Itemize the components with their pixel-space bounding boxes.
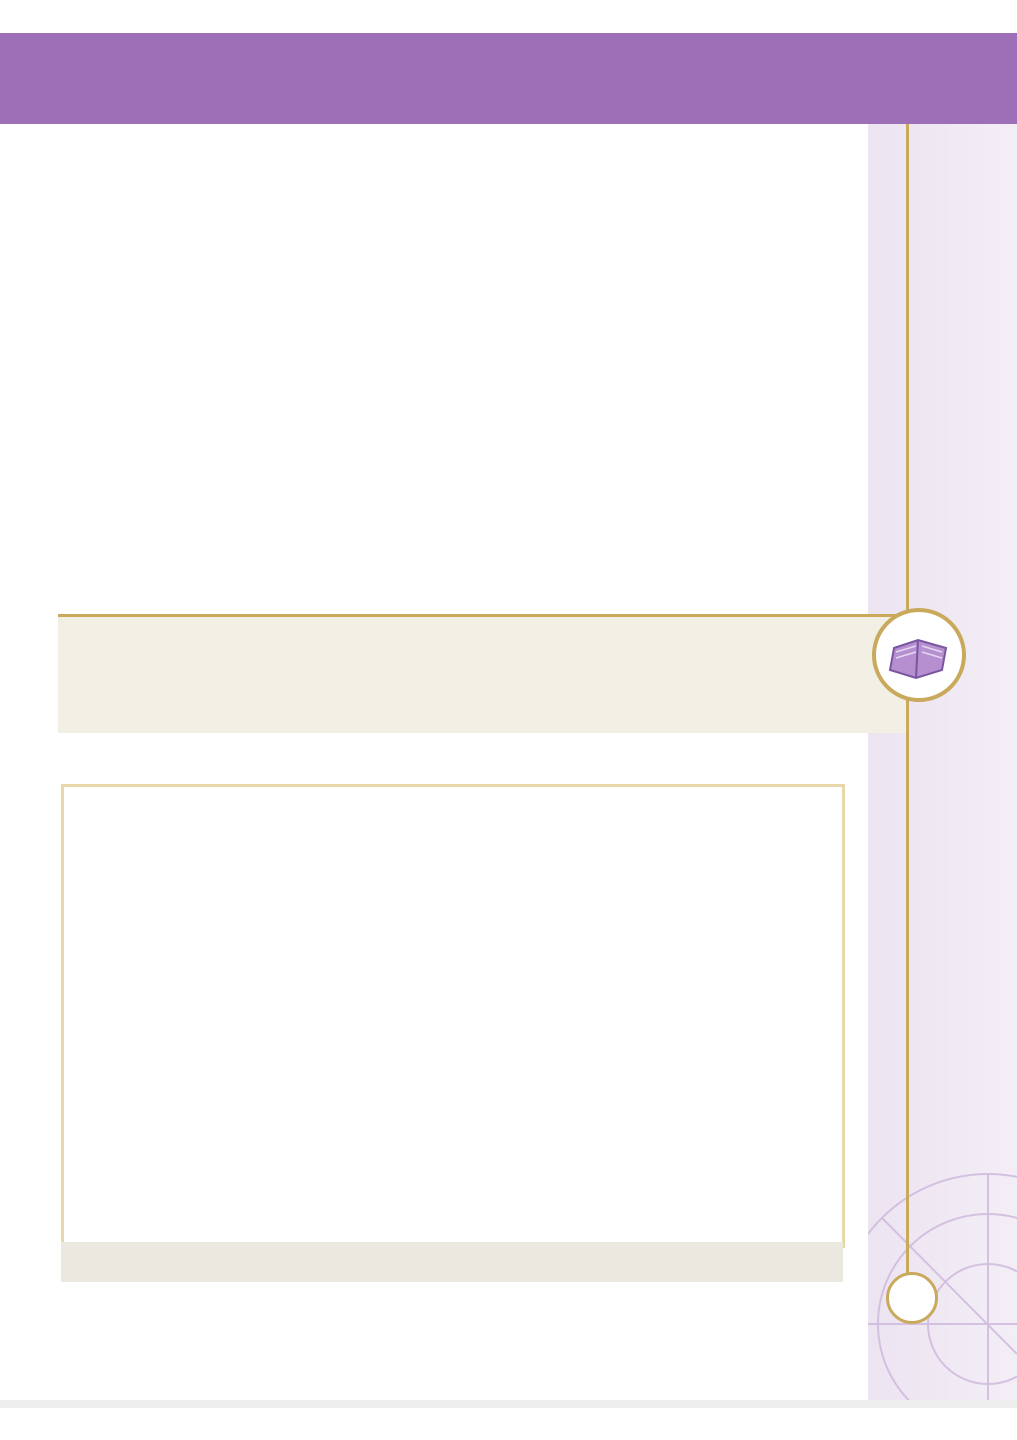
- book-icon: [872, 608, 966, 702]
- figure-caption: [61, 1242, 843, 1282]
- decorative-compass-icon: [868, 124, 1017, 1400]
- population-pyramids-chart: [64, 787, 836, 1239]
- side-margin: [868, 124, 1017, 1400]
- header-banner: [0, 33, 1017, 124]
- bottom-strip: [0, 1400, 1017, 1408]
- page-number: [886, 1272, 938, 1324]
- definition-box: [58, 614, 906, 733]
- figure-box: [61, 784, 845, 1248]
- margin-line: [906, 124, 909, 1294]
